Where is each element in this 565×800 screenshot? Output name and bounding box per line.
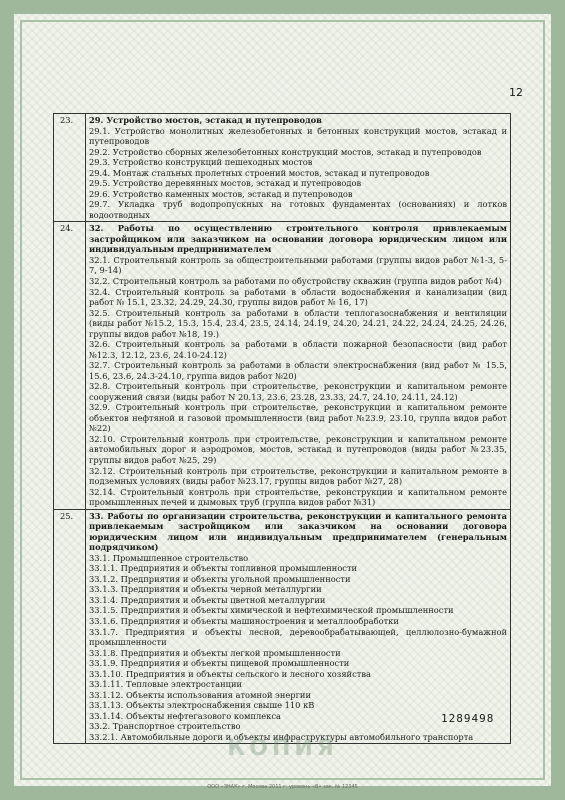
list-item: 29.3. Устройство конструкций пешеходных мостов — [89, 157, 313, 168]
section-heading: 29. Устройство мостов, эстакад и путепроводов — [89, 115, 322, 125]
list-item: 32.6. Строительный контроль за работами в области пожарной безопасности (вид работ №12.3, 12.12, 23.6, 24.10-24.12) — [89, 339, 507, 360]
table-row — [54, 222, 511, 509]
table-row — [54, 509, 511, 744]
row-content — [86, 114, 511, 222]
work-types-table — [53, 113, 511, 744]
section-heading: 32. Работы по осуществлению строительного контроля привлекаемым застройщиком или заказчиком на основании договора юридическим лицом или индивидуальным предпринимателем — [89, 223, 507, 255]
list-item: 32.14. Строительный контроль при строительстве, реконструкции и капитальном ремонте промышленных печей и дымовых труб (группа видов работ №31) — [89, 486, 507, 508]
list-item: 33.2.1. Автомобильные дороги и объекты инфраструктуры автомобильного транспорта — [89, 731, 474, 742]
page-number: 12 — [509, 86, 523, 99]
list-item: 33.1.13. Объекты электроснабжения свыше 110 кВ — [89, 700, 315, 711]
list-item: 32.5. Строительный контроль за работами в области теплогазоснабжения и вентиляции (виды работ №15.2, 15.3, 15.4, 23.4, 23.5, 24.14, 24.19, 24.20, 24.21, 24.22, 24.24, 24.25, 24.26, группы видов работ №18, 19.) — [89, 307, 507, 339]
list-item: 33.1.3. Предприятия и объекты черной металлургии — [89, 584, 322, 595]
list-item: 33.1.10. Предприятия и объекты сельского и лесного хозяйства — [89, 668, 371, 679]
list-item: 32.10. Строительный контроль при строительстве, реконструкции и капитальном ремонте автомобильных дорог и аэродромов, мостов, эстакад и путепроводов (виды работ №23.35, группы видов работ №25, 29) — [89, 433, 507, 465]
list-item: 29.5. Устройство деревянных мостов, эстакад и путепроводов — [89, 178, 362, 189]
list-item: 33.1.7. Предприятия и объекты лесной, деревообрабатывающей, целлюлозно-бумажной промышленности — [89, 626, 507, 648]
row-number: 23. — [54, 114, 86, 222]
copy-watermark: КОПИЯ — [227, 736, 338, 761]
table-row — [54, 114, 511, 222]
list-item: 33.1.6. Предприятия и объекты машиностроения и металлообработки — [89, 615, 399, 626]
list-item: 32.2. Строительный контроль за работами по обустройству скважин (группа видов работ №4) — [89, 275, 502, 286]
list-item: 32.7. Строительный контроль за работами в области электроснабжения (вид работ № 15.5, 15.6, 23.6, 24.3-24.10, группа видов работ №20) — [89, 360, 507, 381]
row-number: 25. — [54, 509, 86, 744]
row-number: 24. — [54, 222, 86, 509]
list-item: 33.1. Промышленное строительство — [89, 552, 249, 563]
row-content — [86, 222, 511, 509]
list-item: 33.1.2. Предприятия и объекты угольной промышленности — [89, 573, 351, 584]
list-item: 29.2. Устройство сборных железобетонных конструкций мостов, эстакад и путепроводов — [89, 146, 482, 157]
list-item: 29.6. Устройство каменных мостов, эстакад и путепроводов — [89, 188, 353, 199]
section-heading: 33. Работы по организации строительства, реконструкции и капитального ремонта привлекаемым застройщиком или заказчиком на основании договора юридическим лицом или индивидуальным предпринимателем (генеральным подрядчиком) — [89, 510, 507, 553]
list-item: 33.1.9. Предприятия и объекты пищевой промышленности — [89, 658, 350, 669]
list-item: 32.9. Строительный контроль при строительстве, реконструкции и капитальном ремонте объектов нефтяной и газовой промышленности (вид работ №23.9, 23.10, группа видов работ №22) — [89, 402, 507, 434]
list-item: 33.1.11. Тепловые электростанции — [89, 679, 243, 690]
list-item: 32.4. Строительный контроль за работами в области водоснабжения и канализации (вид работ № 15.1, 23.32, 24.29, 24.30, группы видов работ № 16, 17) — [89, 286, 507, 308]
printer-footer: ООО «ЗНАК» г. Москва 2011 г. уровень «В» зак. № 12345 — [207, 784, 358, 790]
table-body — [54, 114, 511, 744]
list-item: 32.12. Строительный контроль при строительстве, реконструкции и капитальном ремонте в подземных условиях (виды работ №23.17, группы видов работ №27, 28) — [89, 465, 507, 487]
serial-number: 1289498 — [441, 712, 495, 725]
list-item: 33.1.4. Предприятия и объекты цветной металлургии — [89, 594, 326, 605]
row-content — [86, 509, 511, 744]
list-item: 33.1.8. Предприятия и объекты легкой промышленности — [89, 647, 341, 658]
list-item: 32.1. Строительный контроль за общестроительными работами (группы видов работ №1-3, 5-7, 9-14) — [89, 254, 507, 276]
list-item: 29.4. Монтаж стальных пролетных строений мостов, эстакад и путепроводов — [89, 167, 430, 178]
list-item: 33.2. Транспортное строительство — [89, 721, 241, 732]
list-item: 33.1.5. Предприятия и объекты химической и нефтехимической промышленности — [89, 605, 454, 616]
list-item: 32.8. Строительный контроль при строительстве, реконструкции и капитальном ремонте сооружений связи (виды работ N 20.13, 23.6, 23.28, 23.33, 24.7, 24.10, 24.11, 24.12) — [89, 381, 507, 402]
list-item: 33.1.12. Объекты использования атомной энергии — [89, 689, 311, 700]
list-item: 33.1.1. Предприятия и объекты топливной промышленности — [89, 563, 358, 574]
list-item: 29.1. Устройство монолитных железобетонных и бетонных конструкций мостов, эстакад и путепроводов — [89, 125, 507, 147]
list-item: 29.7. Укладка труб водопропускных на готовых фундаментах (основаниях) и лотков водоотводных — [89, 199, 507, 220]
list-item: 33.1.14. Объекты нефтегазового комплекса — [89, 710, 281, 721]
